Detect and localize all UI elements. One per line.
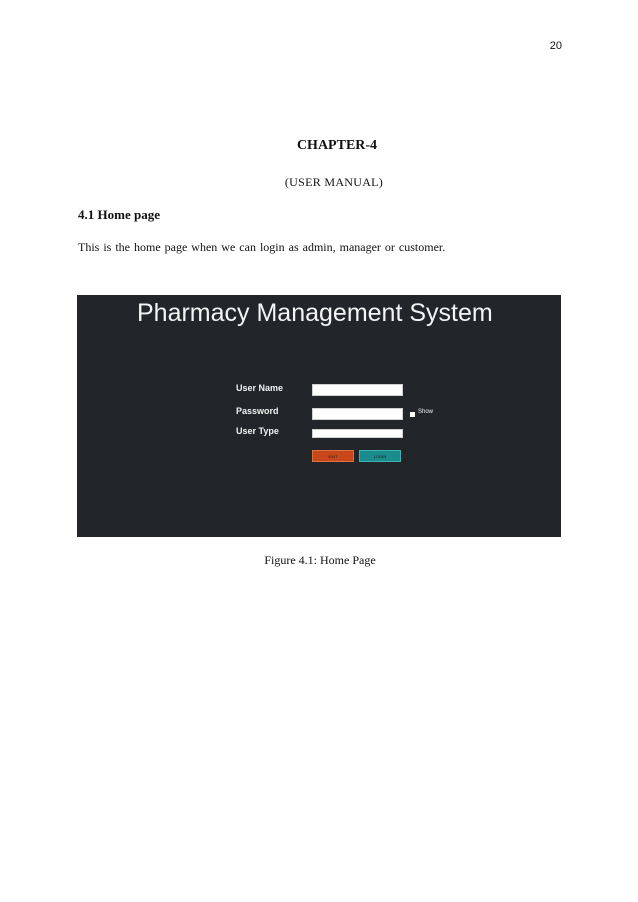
home-page-screenshot [77,295,561,537]
chapter-title-text: CHAPTER-4 [296,138,378,153]
show-password-checkbox[interactable] [410,412,415,417]
section-heading: 4.1 Home page [78,207,160,222]
user-name-label: User Name [236,383,284,393]
chapter-subtitle [0,175,638,190]
chapter-subtitle-text: (USER MANUAL) [284,175,384,189]
user-type-select[interactable] [312,429,403,438]
figure-caption [0,553,638,568]
chapter-title [0,138,638,154]
password-label: Password [236,406,279,416]
user-type-label: User Type [236,426,279,436]
user-name-input[interactable] [312,384,403,396]
password-input[interactable] [312,408,403,420]
app-title: Pharmacy Management System [137,299,493,327]
section-text: This is the home page when we can login as admin, manager or customer. [78,240,446,254]
page-number: 20 [549,40,562,52]
figure-caption-text: Figure 4.1: Home Page [264,553,376,567]
show-password-label: Show [418,409,434,415]
login-button[interactable]: LOGIN [359,450,401,462]
exit-button[interactable]: EXIT [312,450,354,462]
